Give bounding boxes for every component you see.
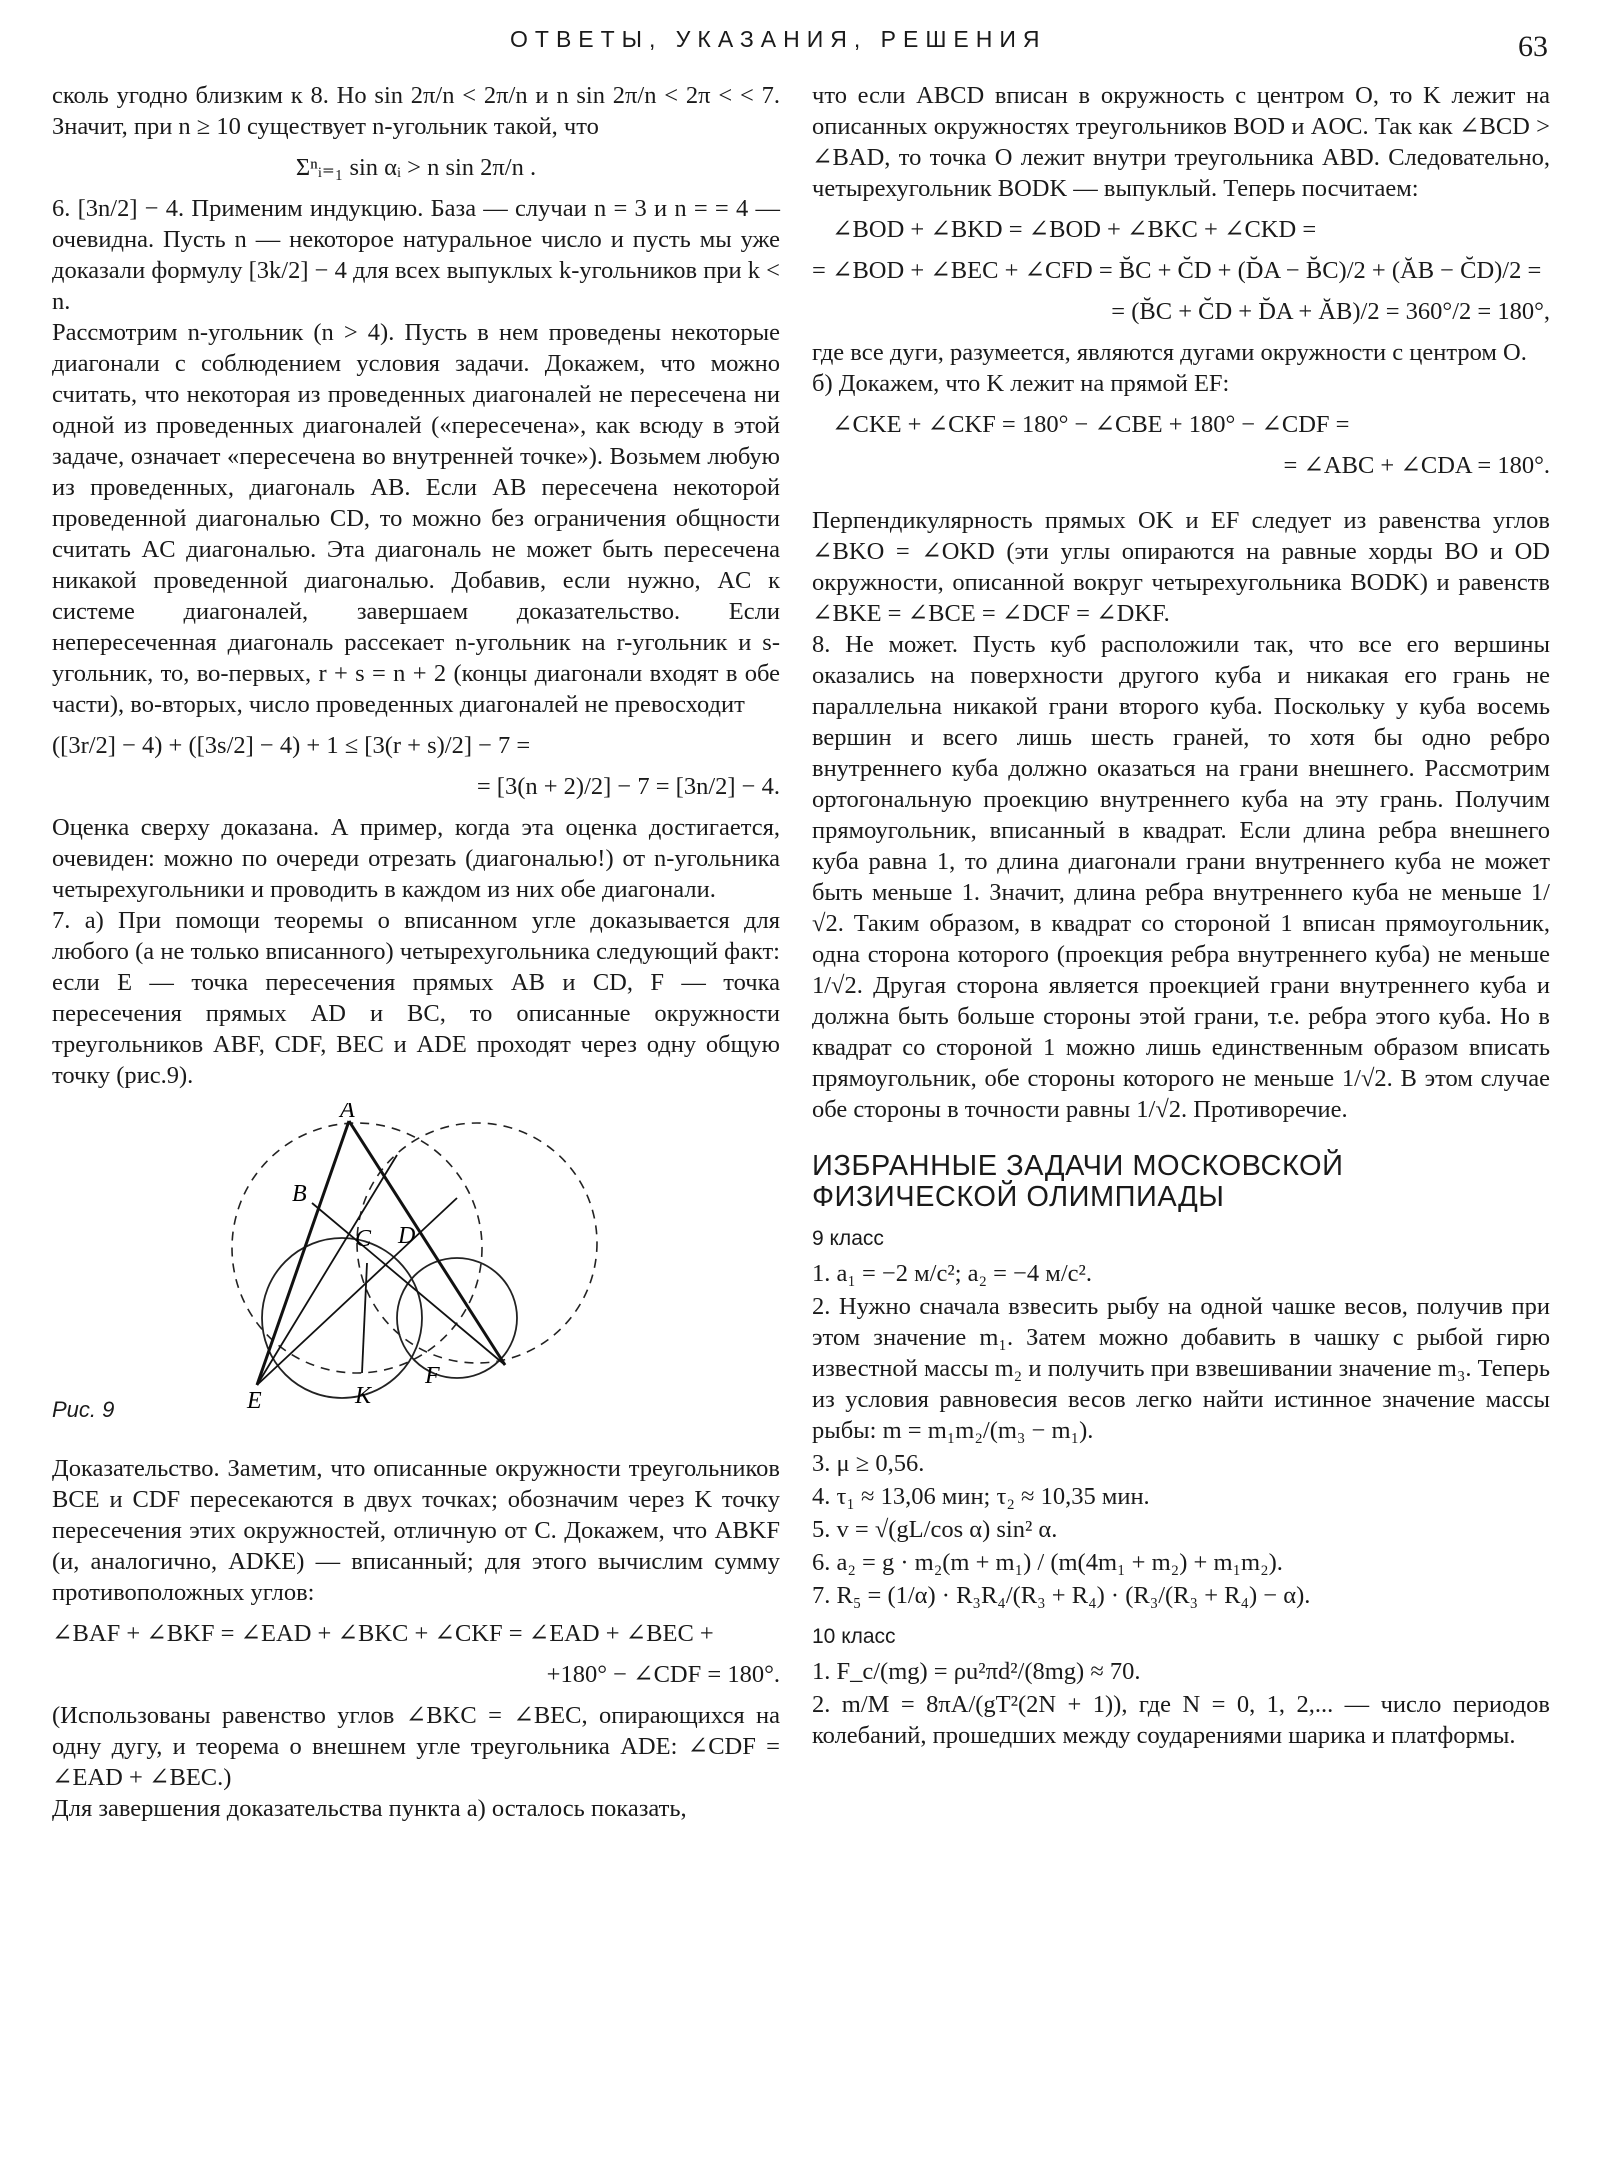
answer-item: 1. a₁ = −2 м/с²; a₂ = −4 м/с². (812, 1260, 1092, 1287)
paragraph: (Использованы равенство углов ∠BKC = ∠BEC, опирающихся на одну дугу, и теорема о внешнем угле треугольника ADE: ∠CDF = ∠EAD + ∠BEC.) (52, 1702, 780, 1791)
label-f: F (425, 1363, 440, 1389)
problem-6-answer: 6. [3n/2] − 4. Применим индукцию. База — случаи n = 3 и n = = 4 — очевидна. Пусть n — некоторое натуральное число и пусть мы уже доказали формулу [3k/2] − 4 для всех выпуклых k-угольников при k < n. (52, 195, 780, 315)
label-d: D (398, 1223, 416, 1249)
formula: ∠BAF + ∠BKF = ∠EAD + ∠BKC + ∠CKF = ∠EAD + ∠BEC + (52, 1620, 714, 1647)
label-e: E (247, 1388, 262, 1414)
line-ae (257, 1121, 349, 1385)
formula: = ∠BOD + ∠BEC + ∠CFD = B̆C + C̆D + (D̆A − B̆C)/2 + (ĂB − C̆D)/2 = (812, 257, 1542, 284)
paragraph: б) Докажем, что K лежит на прямой EF: (812, 370, 1230, 397)
right-column (812, 80, 1550, 1753)
answer-item: 6. a₂ = g · m₂(m + m₁) / (m(4m₁ + m₂) + m₁m₂). (812, 1549, 1283, 1576)
formula: = (B̆C + C̆D + D̆A + ĂB)/2 = 360°/2 = 180°, (1111, 298, 1550, 325)
paragraph: где все дуги, разумеется, являются дугами окружности с центром O. (812, 339, 1527, 366)
paragraph: Перпендикулярность прямых OK и EF следует из равенства углов ∠BKO = ∠OKD (эти углы опираются на равные хорды BO и OD окружности, описанной вокруг четырехугольника BODK) и равенств ∠BKE = ∠BCE = ∠DCF = ∠DKF. (812, 507, 1550, 627)
answer-item: 7. R₅ = (1/α) · R₃R₄/(R₃ + R₄) · (R₃/(R₃ + R₄) − α). (812, 1582, 1311, 1609)
answer-item: 4. τ₁ ≈ 13,06 мин; τ₂ ≈ 10,35 мин. (812, 1483, 1150, 1510)
formula: = ∠ABC + ∠CDA = 180°. (1283, 452, 1550, 479)
line-af (349, 1121, 505, 1365)
formula: ∠CKE + ∠CKF = 180° − ∠CBE + 180° − ∠CDF = (832, 411, 1350, 438)
page-number: 63 (1518, 30, 1548, 63)
paragraph: что если ABCD вписан в окружность с центром O, то K лежит на описанных окружностях треугольников BOD и AOC. Так как ∠BCD > ∠BAD, то точка O лежит внутри треугольника ABD. Следовательно, четырехугольник BODK — выпуклый. Теперь посчитаем: (812, 82, 1550, 202)
answer-item: 2. Нужно сначала взвесить рыбу на одной чашке весов, получив при этом значение m₁. Затем можно добавить в чашку с рыбой гирю известной массы m₂ и получить при взвешивании значение m₃. Теперь из условия равновесия весов легко найти истинное значение массы рыбы: m = m₁m₂/(m₃ − m₁). (812, 1293, 1550, 1444)
answer-item: 1. F_c/(mg) = ρu²πd²/(8mg) ≈ 70. (812, 1658, 1141, 1685)
formula: = [3(n + 2)/2] − 7 = [3n/2] − 4. (476, 773, 780, 800)
circle-bce (262, 1238, 422, 1398)
problem-8-answer: 8. Не может. Пусть куб расположили так, что все его вершины оказались на поверхности другого куба и никакая его грань не параллельна никакой грани второго куба. Поскольку у куба восемь вершин и всего лишь шесть граней, то хотя бы одно ребро внутреннего куба должно оказаться на грани внешнего. Рассмотрим ортогональную проекцию внутреннего куба на эту грань. Получим прямоугольник, вписанный в квадрат. Если длина ребра внешнего куба равна 1, то длина диагонали грани внутреннего куба не может быть меньше 1. Значит, длина ребра внутреннего куба не меньше 1/√2. Таким образом, в квадрат со стороной 1 вписан прямоугольник, одна сторона которого (проекция ребра внутреннего куба) не меньше 1/√2. Другая сторона является проекцией грани внутреннего куба и должна быть больше стороны этой грани, т.е. ребра этого куба. Но в квадрат со стороной 1 можно лишь единственным образом вписать прямоугольник, обе стороны которого не меньше 1/√2. В этом случае обе стороны в точности равны 1/√2. Противоречие. (812, 631, 1550, 1123)
label-c: C (355, 1226, 372, 1252)
proof-paragraph: Доказательство. Заметим, что описанные окружности треугольников BCE и CDF пересекаются в двух точках; обозначим через K точку пересечения этих окружностей, отличную от C. Докажем, что ABKF (и, аналогично, ADKE) — вписанный; для этого вычислим сумму противоположных углов: (52, 1455, 780, 1606)
label-k: K (355, 1383, 372, 1409)
formula: ∠BOD + ∠BKD = ∠BOD + ∠BKC + ∠CKD = (832, 216, 1317, 243)
dashed-circle (357, 1123, 597, 1363)
section-title (812, 1151, 1550, 1213)
page-header (0, 22, 1600, 66)
paragraph: Рассмотрим n-угольник (n > 4). Пусть в нем проведены некоторые диагонали с соблюдением условия задачи. Докажем, что можно считать, что некоторая из проведенных диагоналей не пересечена ни одной из проведенных диагоналей («пересечена», как всюду в этой задаче, означает «пересечена во внутренней точке»). Возьмем любую из проведенных, диагональ AB. Если AB пересечена некоторой проведенной диагональю CD, то можно без ограничения общности считать AC диагональю. Эта диагональ не может быть пересечена никакой проведенной диагональю. Добавив, если нужно, AC к системе диагоналей, завершаем доказательство. Если непересеченная диагональ рассекает n-угольник на r-угольник и s-угольник, то, во-первых, r + s = n + 2 (концы диагонали входят в обе части), во-вторых, число проведенных диагоналей не превосходит (52, 319, 780, 718)
running-head: ОТВЕТЫ, УКАЗАНИЯ, РЕШЕНИЯ (510, 26, 1047, 52)
paragraph: сколь угодно близким к 8. Но sin 2π/n < 2π/n и n sin 2π/n < 2π < < 7. Значит, при n ≥ 10 существует n-угольник такой, что (52, 82, 780, 140)
geometry-diagram (222, 1103, 662, 1423)
section-title-line: ИЗБРАННЫЕ ЗАДАЧИ МОСКОВСКОЙ (812, 1150, 1344, 1182)
label-a: A (340, 1103, 355, 1123)
label-b: B (292, 1181, 307, 1207)
section-title-line: ФИЗИЧЕСКОЙ ОЛИМПИАДЫ (812, 1181, 1225, 1213)
problem-7-statement: 7. а) При помощи теоремы о вписанном угле доказывается для любого (а не только вписанного) четырехугольника следующий факт: если E — точка пересечения прямых AB и CD, F — точка пересечения прямых AD и BC, то описанные окружности треугольников ABF, CDF, BEC и ADE проходят через одну общую точку (рис.9). (52, 907, 780, 1089)
paragraph: Оценка сверху доказана. А пример, когда эта оценка достигается, очевиден: можно по очереди отрезать (диагональю!) от n-угольника четырехугольники и проводить в каждом из них обе диагонали. (52, 814, 780, 903)
figure-caption: Рис. 9 (52, 1397, 115, 1422)
formula: +180° − ∠CDF = 180°. (546, 1661, 780, 1688)
formula: Σⁿᵢ₌₁ sin αᵢ > n sin 2π/n . (295, 154, 537, 181)
answer-item: 3. μ ≥ 0,56. (812, 1450, 925, 1477)
answer-item: 2. m/M = 8πA/(gT²(2N + 1)), где N = 0, 1, 2,... — число периодов колебаний, прошедших между соударениями шарика и платформы. (812, 1691, 1550, 1749)
figure-9 (52, 1103, 780, 1433)
answer-item: 5. v = √(gL/cos α) sin² α. (812, 1516, 1058, 1543)
formula: ([3r/2] − 4) + ([3s/2] − 4) + 1 ≤ [3(r + s)/2] − 7 = (52, 732, 531, 759)
grade-heading: 9 класс (812, 1227, 884, 1250)
paragraph: Для завершения доказательства пункта а) осталось показать, (52, 1795, 687, 1822)
grade-heading: 10 класс (812, 1625, 896, 1648)
left-column (52, 80, 780, 1824)
